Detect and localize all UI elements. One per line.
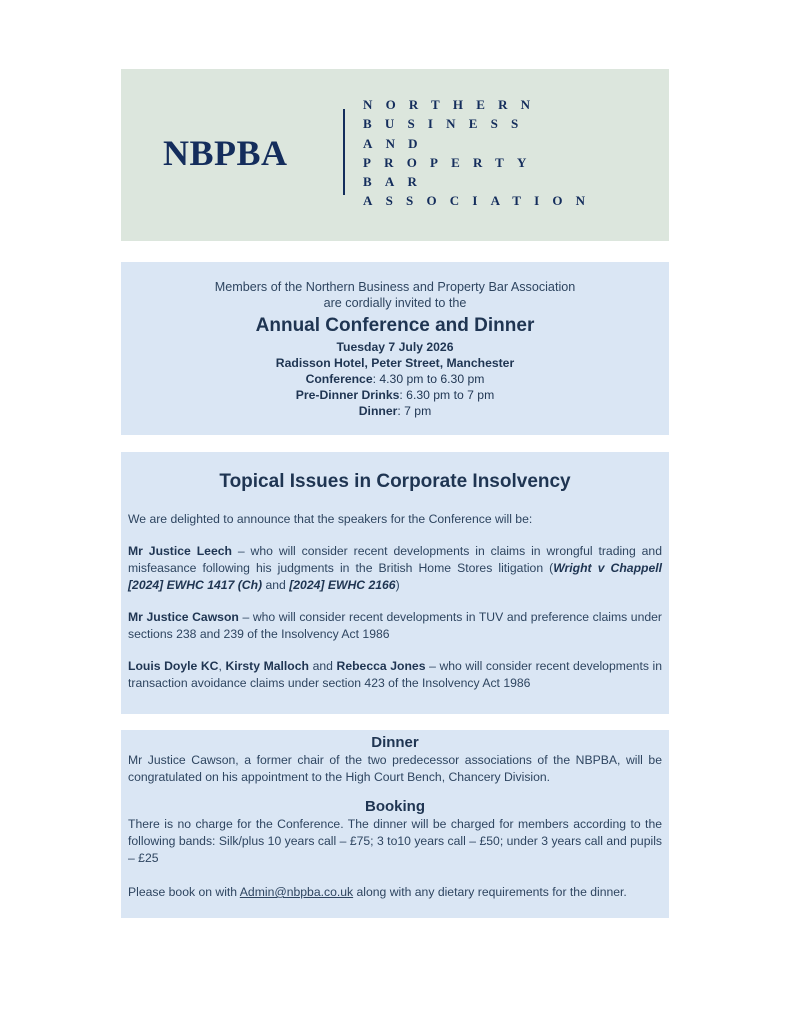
event-date: Tuesday 7 July 2026 [336, 340, 454, 354]
logo-word: BAR [363, 174, 431, 190]
header-banner [121, 69, 669, 241]
logo-word: AND [363, 135, 431, 151]
conference-intro: We are delighted to announce that the speakers for the Conference will be: [128, 512, 533, 526]
booking-text: There is no charge for the Conference. The dinner will be charged for members according to the following bands: Silk/plus 10 years call – £75; 3 to10 years call – £50; under 3 years call and pupils – £25 [128, 817, 662, 865]
event-title: Annual Conference and Dinner [255, 315, 535, 336]
booking-instructions: Please book on with Admin@nbpba.co.uk along with any dietary requirements for the dinner. [128, 885, 627, 899]
event-venue: Radisson Hotel, Peter Street, Manchester [275, 356, 515, 370]
conference-time: Conference: 4.30 pm to 6.30 pm [305, 372, 485, 386]
booking-email-link[interactable]: Admin@nbpba.co.uk [239, 885, 354, 899]
speaker-name: Mr Justice Cawson [128, 610, 239, 624]
speaker-entry: Mr Justice Cawson – who will consider recent developments in TUV and preference claims under sections 238 and 239 of the Insolvency Act 1986 [128, 610, 662, 641]
invitation-line: Members of the Northern Business and Property Bar Association [214, 280, 576, 294]
case-citation: [2024] EWHC 1417 (Ch) [128, 578, 263, 592]
booking-heading: Booking [365, 798, 425, 815]
speaker-name: Kirsty Malloch [225, 659, 309, 673]
logo-acronym: NBPBA [163, 133, 288, 173]
logo-word: ASSOCIATION [363, 193, 599, 209]
drinks-time: Pre-Dinner Drinks: 6.30 pm to 7 pm [295, 388, 495, 402]
case-name: Wright v Chappell [553, 561, 663, 575]
logo-word: NORTHERN [363, 97, 544, 112]
speaker-entry: Mr Justice Leech – who will consider recent developments in claims in wrongful trading and misfeasance following his judgments in the British Home Stores litigation (Wright v Chappell [2024] EWHC 1417 (Ch) and [2024] EWHC 2166) [128, 544, 663, 592]
speaker-name: Rebecca Jones [336, 659, 426, 673]
logo-wordmark [363, 95, 663, 211]
speaker-name: Mr Justice Leech [128, 544, 232, 558]
logo-word: BUSINESS [363, 116, 532, 132]
dinner-heading: Dinner [371, 734, 419, 751]
invitation-panel [121, 262, 669, 435]
dinner-time: Dinner: 7 pm [358, 404, 432, 418]
speaker-name: Louis Doyle KC [128, 659, 219, 673]
conference-title: Topical Issues in Corporate Insolvency [219, 471, 571, 492]
dinner-booking-panel [121, 730, 669, 918]
logo-divider [343, 109, 345, 195]
dinner-text: Mr Justice Cawson, a former chair of the two predecessor associations of the NBPBA, will be congratulated on his appointment to the High Court Bench, Chancery Division. [128, 753, 662, 784]
logo-word: PROPERTY [363, 154, 540, 170]
case-citation: [2024] EWHC 2166 [289, 578, 396, 592]
conference-panel [121, 452, 669, 714]
speaker-entry: Louis Doyle KC, Kirsty Malloch and Rebecca Jones – who will consider recent developments in transaction avoidance claims under section 423 of the Insolvency Act 1986 [128, 659, 663, 690]
invitation-line: are cordially invited to the [323, 296, 467, 310]
